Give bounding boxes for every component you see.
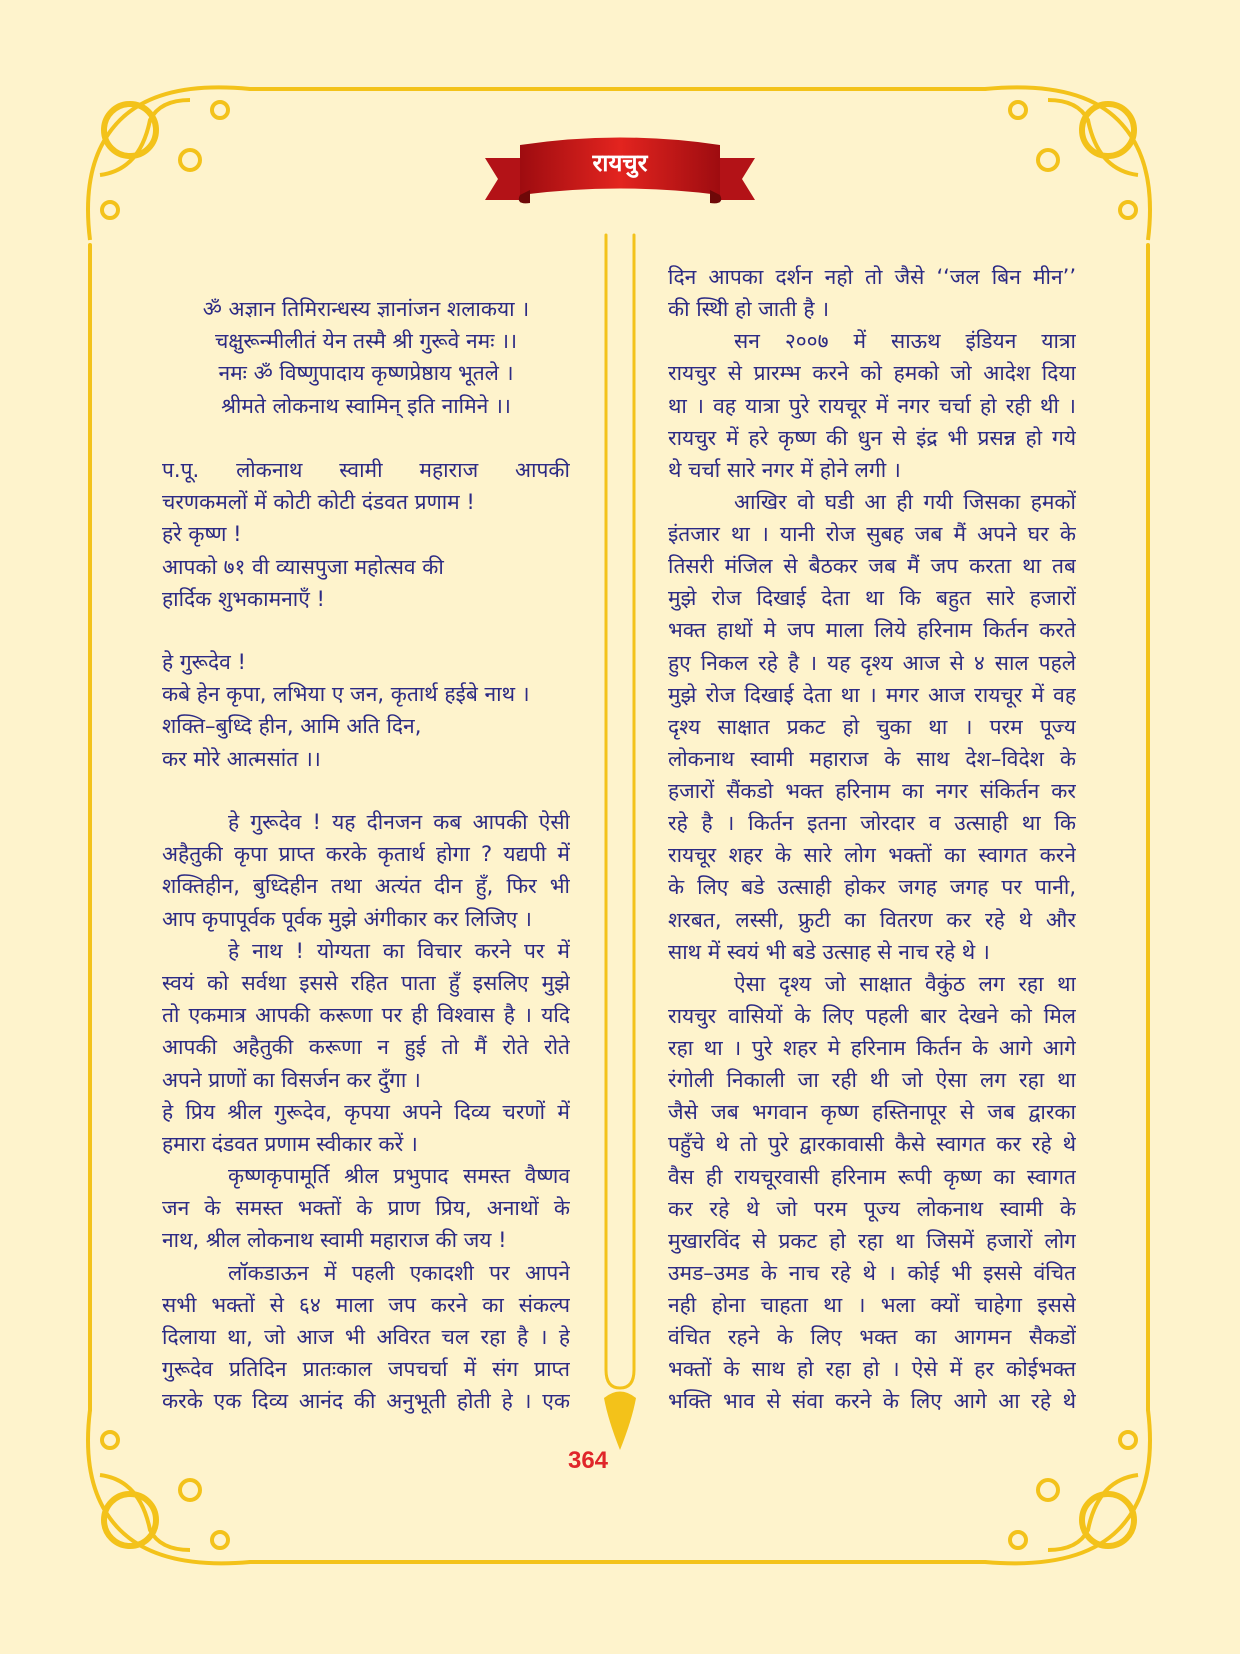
verse-line: चक्षुरून्मीलीतं येन तस्मै श्री गुरूवे नमः ।। bbox=[214, 329, 518, 354]
text-line: करके एक दिव्य आनंद की अनुभूती होती हे । एक bbox=[162, 1389, 570, 1414]
text-line: लोकनाथ स्वामी महाराज के साथ देश–विदेश के bbox=[668, 746, 1076, 771]
text-line: थे चर्चा सारे नगर में होने लगी । bbox=[668, 457, 901, 482]
text-line: स्वयं को सर्वथा इससे रहित पाता हुँ इसलिए मुझे bbox=[162, 970, 570, 995]
prayer-paragraph bbox=[162, 646, 570, 775]
text-line: तिसरी मंजिल से बैठकर जब मैं जप करता था तब bbox=[668, 554, 1076, 579]
text-line: ऐसा दृश्य जो साक्षात वैकुंठ लग रहा था bbox=[734, 971, 1076, 996]
text-line: मुखारविंद से प्रकट हो रहा था जिसमें हजारों लोग bbox=[668, 1228, 1076, 1253]
text-line: नाथ, श्रील लोकनाथ स्वामी महाराज की जय ! bbox=[162, 1228, 507, 1253]
text-line: हे प्रिय श्रील गुरूदेव, कृपया अपने दिव्य चरणों में bbox=[162, 1099, 570, 1124]
text-line: के लिए बडे उत्साही होकर जगह जगह पर पानी, bbox=[668, 875, 1076, 900]
page-number: 364 bbox=[567, 1447, 609, 1474]
text-line: आप कृपापूर्वक पूर्वक मुझे अंगीकार कर लिजिए । bbox=[162, 906, 532, 931]
text-line: आखिर वो घडी आ ही गयी जिसका हमकों bbox=[734, 489, 1076, 514]
text-line: साथ में स्वयं भी बडे उत्साह से नाच रहे थे । bbox=[668, 939, 990, 964]
text-line: हे गुरूदेव ! bbox=[162, 650, 246, 674]
text-line: तो एकमात्र आपकी करूणा पर ही विश्वास है । यदि bbox=[162, 1003, 570, 1028]
text-line: जन के समस्त भक्तों के प्राण प्रिय, अनाथों के bbox=[162, 1196, 570, 1221]
text-line: सन २००७ में साऊथ इंडियन यात्रा bbox=[734, 329, 1076, 354]
text-line: भक्ति भाव से संवा करने के लिए आगे आ रहे थे bbox=[668, 1389, 1076, 1414]
text-line: हे गुरूदेव ! यह दीनजन कब आपकी ऐसी bbox=[228, 810, 570, 834]
text-line: मुझे रोज दिखाई देता था कि बहुत सारे हजारों bbox=[668, 586, 1076, 611]
text-line: वंचित रहने के लिए भक्त का आगमन सैकडों bbox=[668, 1325, 1076, 1350]
text-line: प.पू. लोकनाथ स्वामी महाराज आपकी bbox=[162, 458, 570, 482]
text-line: शरबत, लस्सी, फ्रुटी का वितरण कर रहे थे और bbox=[668, 907, 1076, 932]
text-line: रहा था । पुरे शहर मे हरिनाम किर्तन के आगे आगे bbox=[668, 1036, 1076, 1060]
text-line: अपने प्राणों का विसर्जन कर दुँगा । bbox=[162, 1067, 421, 1092]
text-line: भक्तों के साथ हो रहा हो । ऐसे में हर कोईभक्त bbox=[668, 1357, 1076, 1382]
verse-line: श्रीमते लोकनाथ स्वामिन् इति नामिने ।। bbox=[221, 393, 511, 418]
text-line: उमड–उमड के नाच रहे थे । कोई भी इससे वंचित bbox=[668, 1260, 1076, 1285]
text-line: हजारों सैंकडो भक्त हरिनाम का नगर संकिर्तन कर bbox=[668, 779, 1076, 803]
text-line: कर रहे थे जो परम पूज्य लोकनाथ स्वामी के bbox=[668, 1196, 1076, 1221]
text-line: था । वह यात्रा पुरे रायचूर में नगर चर्चा हो रही थी । bbox=[668, 393, 1076, 418]
text-line: रायचुर वासियों के लिए पहली बार देखने को मिल bbox=[668, 1003, 1076, 1028]
text-line: दृश्य साक्षात प्रकट हो चुका था । परम पूज्य bbox=[668, 714, 1076, 739]
page-title: रायचुर bbox=[592, 149, 648, 177]
verse-line: नमः ॐ विष्णुपादाय कृष्णप्रेष्ठाय भूतले । bbox=[218, 361, 514, 386]
column-divider bbox=[606, 235, 634, 1388]
text-line: चरणकमलों में कोटी कोटी दंडवत प्रणाम ! bbox=[162, 490, 475, 515]
text-line: नही होना चाहता था । भला क्यों चाहेगा इससे bbox=[668, 1293, 1076, 1317]
text-line: कृष्णकृपामूर्ति श्रील प्रभुपाद समस्त वैष्णव bbox=[228, 1164, 570, 1189]
text-line: वैस ही रायचूरवासी हरिनाम रूपी कृष्ण का स्वागत bbox=[668, 1164, 1076, 1189]
body-text bbox=[162, 806, 570, 1418]
text-line: आपकी अहैतुकी करूणा न हुई तो मैं रोते रोते bbox=[162, 1035, 570, 1060]
text-line: रहे है । किर्तन इतना जोरदार व उत्साही था कि bbox=[668, 811, 1076, 836]
text-line: हार्दिक शुभकामनाएँ ! bbox=[162, 586, 325, 611]
text-line: हुए निकल रहे है । यह दृश्य आज से ४ साल पहले bbox=[668, 650, 1076, 675]
text-line: कबे हेन कृपा, लभिया ए जन, कृतार्थ हईबे नाथ । bbox=[162, 682, 530, 707]
text-line: रायचूर शहर के सारे लोग भक्तों का स्वागत करने bbox=[668, 843, 1076, 868]
corner-ornament-bottom-left bbox=[88, 1410, 250, 1563]
text-line: रायचुर में हरे कृष्ण की धुन से इंद्र भी प्रसन्न हो गये bbox=[668, 425, 1076, 450]
text-line: रायचुर से प्रारम्भ करने को हमको जो आदेश दिया bbox=[668, 361, 1076, 386]
text-line: गुरूदेव प्रतिदिन प्रातःकाल जपचर्चा में संग प्राप्त bbox=[162, 1357, 570, 1382]
text-line: मुझे रोज दिखाई देता था । मगर आज रायचूर में वह bbox=[668, 682, 1076, 707]
text-line: सभी भक्तों से ६४ माला जप करने का संकल्प bbox=[162, 1292, 570, 1317]
text-line: अहैतुकी कृपा प्राप्त करके कृतार्थ होगा ? यद्यपी में bbox=[162, 842, 570, 867]
text-line: पहुँचे थे तो पुरे द्वारकावासी कैसे स्वागत कर रहे थे bbox=[668, 1132, 1076, 1157]
text-line: हमारा दंडवत प्रणाम स्वीकार करें । bbox=[162, 1131, 418, 1156]
sanskrit-verse bbox=[162, 293, 570, 422]
greeting-paragraph bbox=[162, 454, 570, 615]
text-line: जैसे जब भगवान कृष्ण हस्तिनापूर से जब द्वारका bbox=[668, 1100, 1076, 1125]
text-line: इंतजार था । यानी रोज सुबह जब मैं अपने घर के bbox=[668, 522, 1076, 546]
text-line: कर मोरे आत्मसांत ।। bbox=[162, 746, 321, 771]
text-line: हरे कृष्ण ! bbox=[162, 522, 242, 547]
text-line: शक्तिहीन, बुध्दिहीन तथा अत्यंत दीन हुँ, फिर भी bbox=[162, 874, 570, 899]
text-line: हे नाथ ! योग्यता का विचार करने पर में bbox=[228, 938, 570, 963]
divider-drop-ornament bbox=[604, 1392, 636, 1451]
text-line: आपको ७१ वी व्यासपुजा महोत्सव की bbox=[162, 554, 444, 579]
corner-ornament-top-left bbox=[88, 87, 250, 240]
corner-ornament-top-right bbox=[985, 87, 1150, 240]
text-line: दिन आपका दर्शन नहो तो जैसे ‘‘जल बिन मीन’’ bbox=[668, 265, 1076, 289]
text-line: रंगोली निकाली जा रही थी जो ऐसा लग रहा था bbox=[668, 1068, 1076, 1093]
text-line: दिलाया था, जो आज भी अविरत चल रहा है । हे bbox=[162, 1325, 570, 1349]
text-line: लॉकडाऊन में पहली एकादशी पर आपने bbox=[228, 1260, 570, 1285]
text-line: की स्थिी हो जाती है । bbox=[668, 297, 830, 322]
corner-ornament-bottom-right bbox=[985, 1410, 1150, 1563]
verse-line: ॐ अज्ञान तिमिरान्धस्य ज्ञानांजन शलाकया । bbox=[202, 297, 530, 321]
text-line: भक्त हाथों मे जप माला लिये हरिनाम किर्तन करते bbox=[668, 618, 1076, 643]
text-line: शक्ति–बुध्दि हीन, आमि अति दिन, bbox=[162, 714, 422, 739]
right-column bbox=[668, 261, 1076, 1418]
